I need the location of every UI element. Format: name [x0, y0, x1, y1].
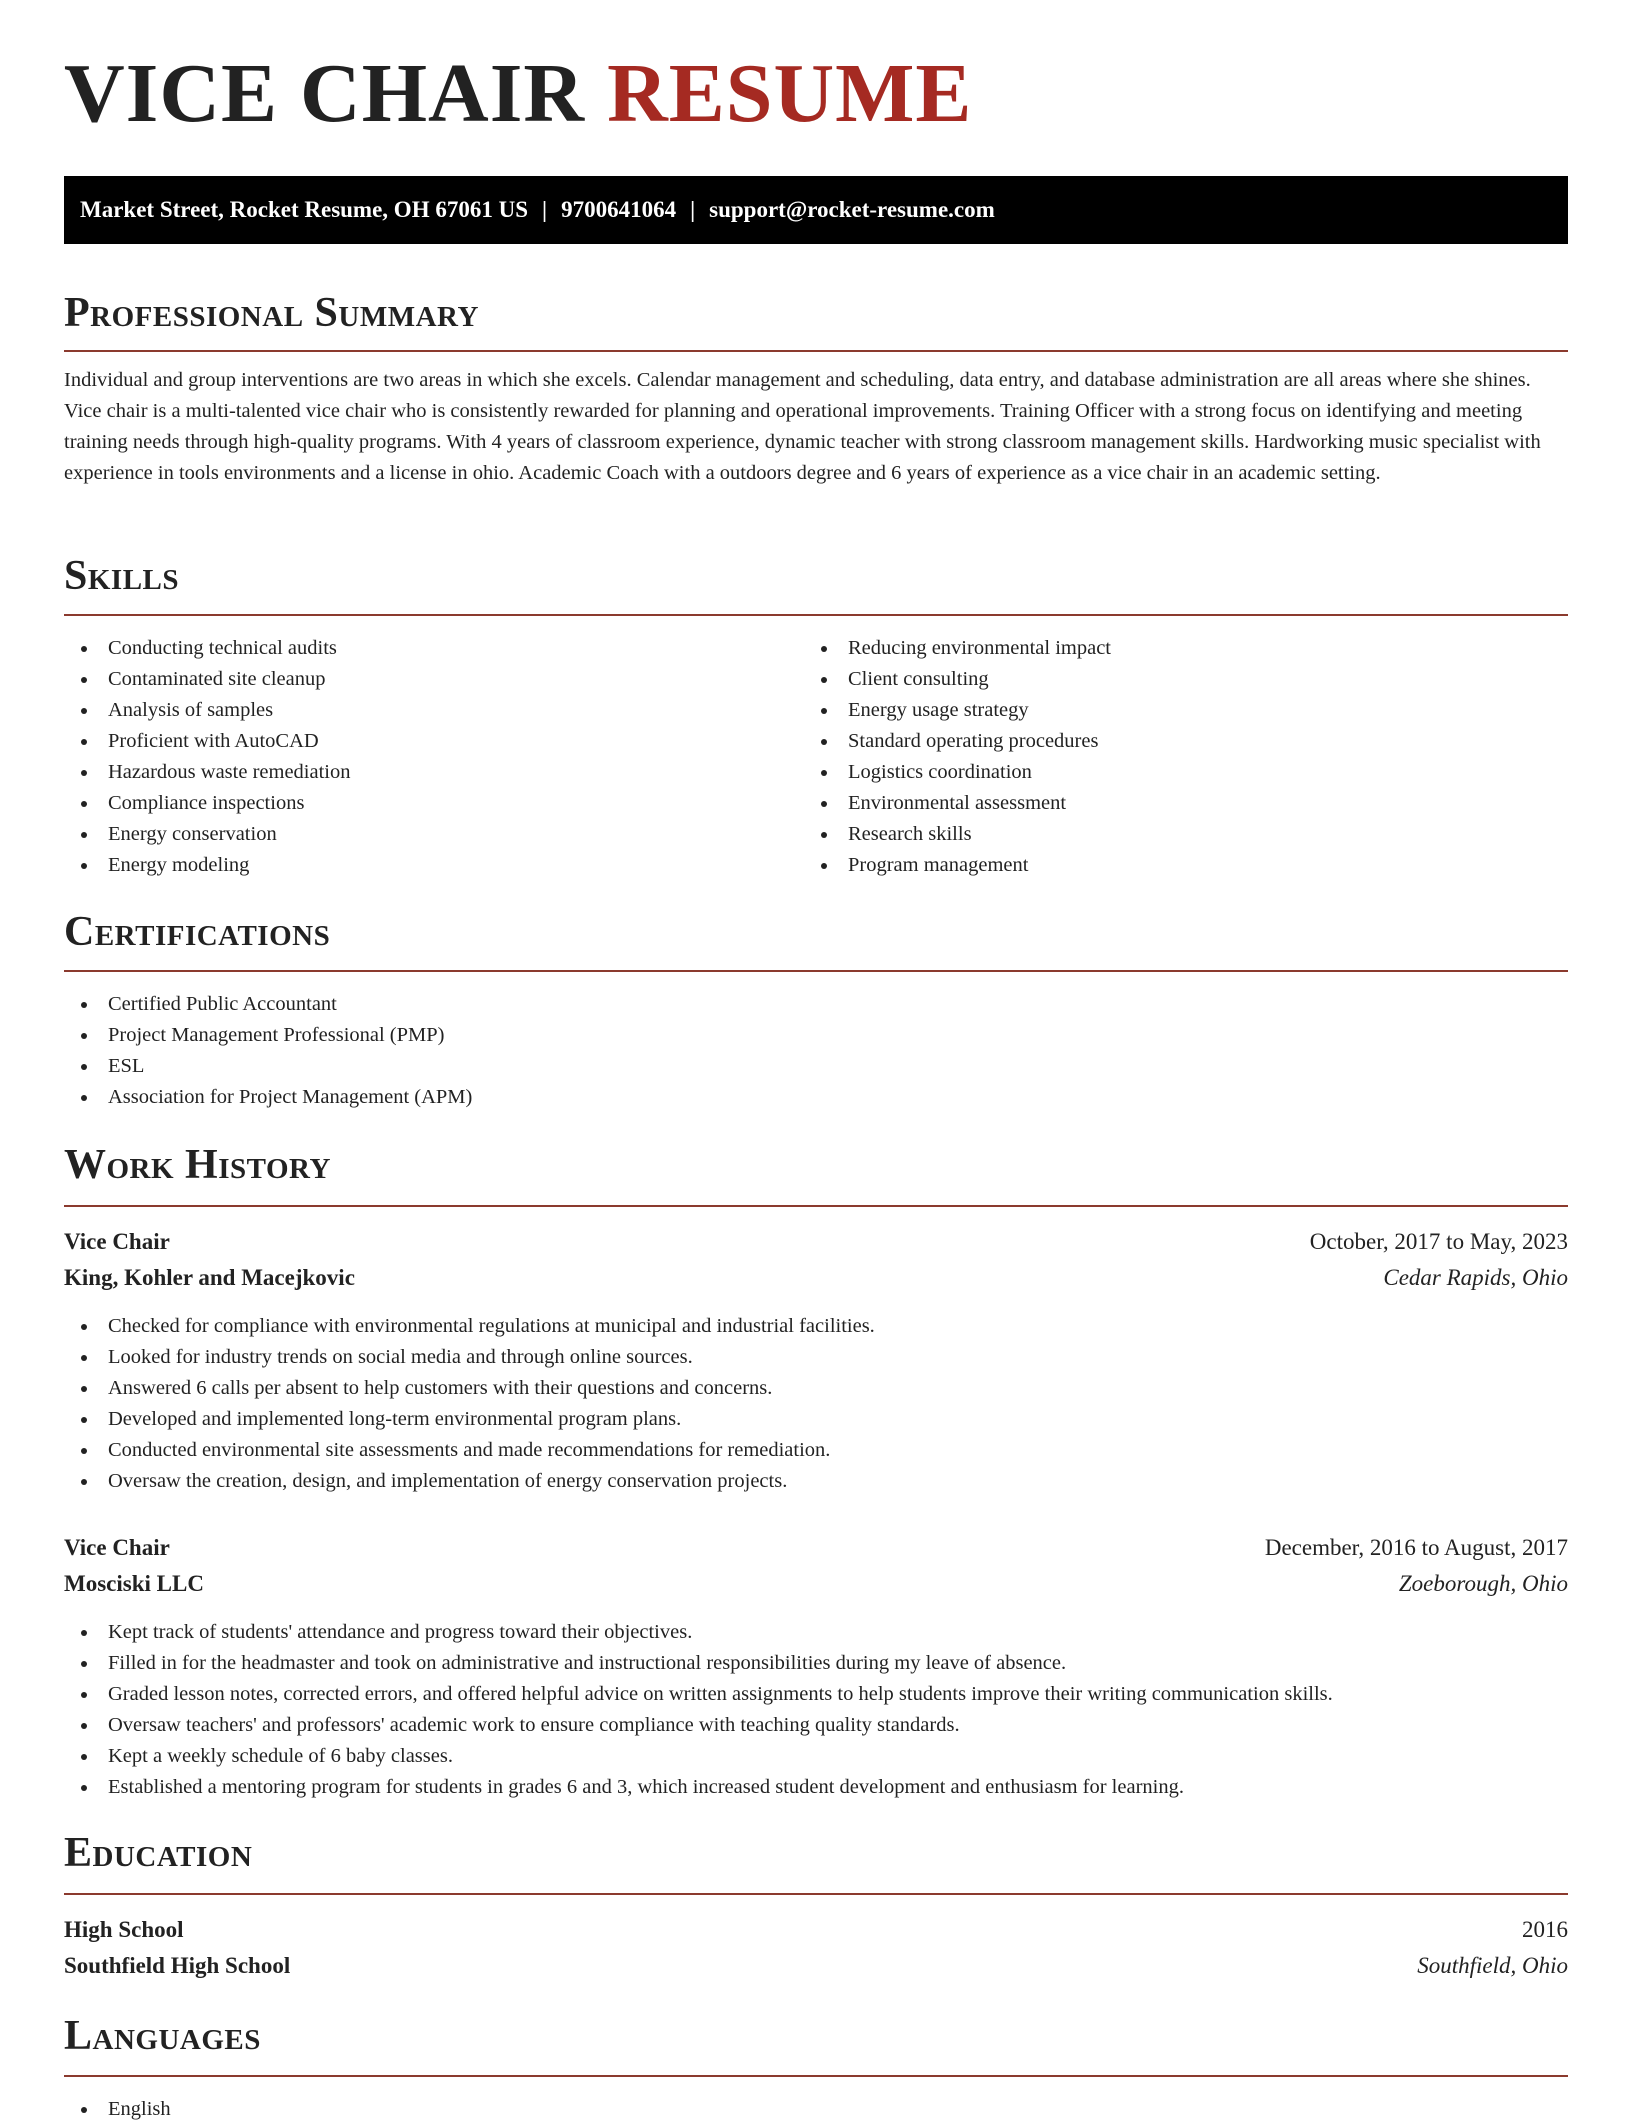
job-company: King, Kohler and Macejkovic [64, 1265, 355, 1290]
section-divider [64, 350, 1568, 352]
skill-item: Energy usage strategy [804, 695, 1111, 726]
language-item: English [64, 2094, 171, 2125]
certifications-section-header [64, 911, 1568, 953]
job-company: Mosciski LLC [64, 1571, 204, 1596]
skill-item: Hazardous waste remediation [64, 757, 351, 788]
skill-item: Environmental assessment [804, 788, 1111, 819]
languages-heading: Languages [64, 2013, 261, 2059]
job-duty-item: Graded lesson notes, corrected errors, and offered helpful advice on written assignments to help students improve their writing communication skills. [64, 1679, 1333, 1710]
skill-item: Energy conservation [64, 819, 351, 850]
skill-item: Client consulting [804, 664, 1111, 695]
skill-item: Research skills [804, 819, 1111, 850]
contact-email: support@rocket-resume.com [709, 197, 995, 222]
skill-item: Analysis of samples [64, 695, 351, 726]
job-duty-item: Looked for industry trends on social media and through online sources. [64, 1342, 875, 1373]
skills-heading: Skills [64, 553, 180, 599]
skill-item: Proficient with AutoCAD [64, 726, 351, 757]
summary-section-header [64, 292, 1568, 334]
contact-bar [64, 176, 1568, 244]
education-location: Southfield, Ohio [1417, 1953, 1568, 1978]
skills-list-right [804, 633, 1111, 881]
languages-list [64, 2094, 171, 2125]
summary-text: Individual and group interventions are two areas in which she excels. Calendar management and scheduling, data entry, and database administration are all areas where she shines. Vice chair is a multi-talented vice chair who is consistently rewarded for planning and operational improvements. Training Officer with a strong focus on identifying and meeting training needs through high-quality programs. With 4 years of classroom experience, dynamic teacher with strong classroom management skills. Hardworking music specialist with experience in tools environments and a license in ohio. Academic Coach with a outdoors degree and 6 years of experience as a vice chair in an academic setting. [64, 369, 1541, 484]
certification-item: Project Management Professional (PMP) [64, 1020, 472, 1051]
title-resume-word: RESUME [607, 47, 973, 140]
certifications-list [64, 989, 472, 1113]
work-heading: Work History [64, 1142, 331, 1188]
job-title: Vice Chair [64, 1229, 170, 1254]
job-duty-item: Filled in for the headmaster and took on administrative and instructional responsibilities during my leave of absence. [64, 1648, 1333, 1679]
job-duty-item: Checked for compliance with environmental regulations at municipal and industrial facilities. [64, 1311, 875, 1342]
summary-heading: Professional Summary [64, 290, 479, 336]
job-duties-list [64, 1311, 875, 1497]
job-duty-item: Conducted environmental site assessments and made recommendations for remediation. [64, 1435, 875, 1466]
job-duty-item: Kept a weekly schedule of 6 baby classes. [64, 1741, 1333, 1772]
job-duty-item: Oversaw teachers' and professors' academic work to ensure compliance with teaching quality standards. [64, 1710, 1333, 1741]
skill-item: Program management [804, 850, 1111, 881]
job-duty-item: Developed and implemented long-term environmental program plans. [64, 1404, 875, 1435]
job-duty-item: Kept track of students' attendance and progress toward their objectives. [64, 1617, 1333, 1648]
skill-item: Contaminated site cleanup [64, 664, 351, 695]
work-section-header [64, 1144, 1568, 1186]
certification-item: Certified Public Accountant [64, 989, 472, 1020]
education-school: Southfield High School [64, 1953, 291, 1978]
education-heading: Education [64, 1830, 253, 1876]
skill-item: Logistics coordination [804, 757, 1111, 788]
skill-item: Standard operating procedures [804, 726, 1111, 757]
section-divider [64, 2075, 1568, 2077]
section-divider [64, 614, 1568, 616]
job-dates: October, 2017 to May, 2023 [1309, 1229, 1568, 1254]
education-year: 2016 [1522, 1917, 1568, 1942]
education-section-header [64, 1832, 1568, 1874]
contact-separator: | [690, 197, 696, 222]
skill-item: Compliance inspections [64, 788, 351, 819]
section-divider [64, 970, 1568, 972]
skills-section-header [64, 555, 1568, 597]
certifications-heading: Certifications [64, 909, 331, 955]
job-company-row [64, 1568, 1568, 1600]
contact-separator: | [541, 197, 548, 222]
job-dates: December, 2016 to August, 2017 [1264, 1535, 1568, 1560]
section-divider [64, 1205, 1568, 1207]
contact-address: Market Street, Rocket Resume, OH 67061 US [80, 197, 528, 222]
job-location: Zoeborough, Ohio [1398, 1571, 1568, 1596]
education-degree: High School [64, 1917, 184, 1942]
job-location: Cedar Rapids, Ohio [1383, 1265, 1568, 1290]
skills-list-left [64, 633, 351, 881]
title-role: VICE CHAIR [64, 47, 586, 140]
job-duties-list [64, 1617, 1333, 1803]
skill-item: Energy modeling [64, 850, 351, 881]
job-duty-item: Established a mentoring program for students in grades 6 and 3, which increased student development and enthusiasm for learning. [64, 1772, 1333, 1803]
certification-item: Association for Project Management (APM) [64, 1082, 472, 1113]
certification-item: ESL [64, 1051, 472, 1082]
job-duty-item: Answered 6 calls per absent to help customers with their questions and concerns. [64, 1373, 875, 1404]
job-title: Vice Chair [64, 1535, 170, 1560]
job-header-row [64, 1532, 1568, 1564]
job-header-row [64, 1226, 1568, 1258]
job-company-row [64, 1262, 1568, 1294]
education-school-row [64, 1950, 1568, 1982]
section-divider [64, 1893, 1568, 1895]
contact-phone: 9700641064 [561, 197, 677, 222]
resume-title [64, 47, 973, 140]
languages-section-header [64, 2015, 1568, 2057]
skill-item: Reducing environmental impact [804, 633, 1111, 664]
skill-item: Conducting technical audits [64, 633, 351, 664]
job-duty-item: Oversaw the creation, design, and implementation of energy conservation projects. [64, 1466, 875, 1497]
education-header-row [64, 1914, 1568, 1946]
